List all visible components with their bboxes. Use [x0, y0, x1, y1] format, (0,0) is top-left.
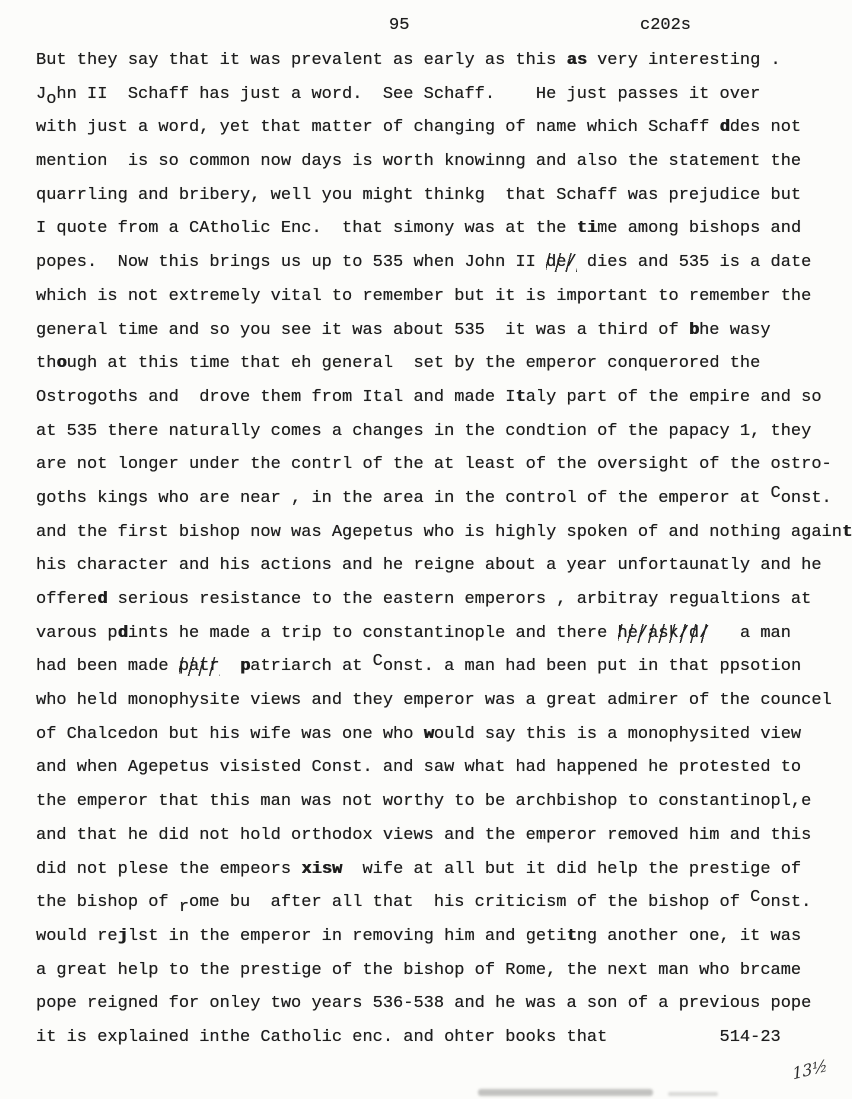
text-segment: pope reigned for onley two years 536-538 and he was a son of a previous pope [36, 994, 812, 1014]
text-segment: did not plese the empeors [36, 859, 302, 879]
struck-out-text: patr [178, 657, 220, 677]
text-segment: des not [729, 118, 802, 138]
text-segment: w [423, 724, 434, 744]
text-segment: it is explained inthe Catholic enc. and ohter books that [36, 1027, 608, 1047]
text-segment: ome bu after all that his criticism of the bishop of [189, 893, 751, 913]
text-line [36, 314, 852, 348]
text-segment: offere [36, 590, 98, 609]
text-line [36, 381, 852, 415]
text-segment: of Chalcedon but his wife was one who [36, 724, 424, 744]
text-line [36, 920, 852, 954]
text-segment: o [56, 354, 67, 374]
text-segment: t [566, 926, 577, 946]
text-segment: hn II Schaff has just a word. See Schaff. He just passes it over [56, 84, 761, 104]
text-segment: But they say that it was prevalent as early as this [36, 51, 567, 70]
scan-smudge [478, 1089, 653, 1096]
text-segment: j [117, 926, 128, 946]
text-segment: I quote from a CAtholic Enc. that simony was at the [36, 219, 577, 239]
text-segment: onst. [760, 893, 812, 913]
text-segment: and the first bishop now was Agepetus who is highly spoken of and nothing again [36, 522, 842, 542]
text-segment: he wasy [699, 320, 771, 340]
text-segment: Ostrogoths and drove them from Ital and made I [36, 387, 516, 407]
scan-smudge [668, 1092, 718, 1096]
text-line [36, 415, 852, 449]
text-line [36, 583, 852, 617]
text-line [36, 482, 852, 516]
text-line [36, 684, 852, 718]
text-segment: which is not extremely vital to remember but it is important to remember the [36, 286, 812, 306]
struck-out-text: de/ [546, 253, 577, 273]
text-segment: atriarch at [250, 657, 373, 677]
text-segment [220, 657, 240, 676]
text-segment: b [688, 320, 700, 340]
handwritten-note: 13½ [791, 1055, 829, 1084]
text-segment: me among bishops and [597, 219, 802, 239]
text-segment: general time and so you see it was about 535 it was a third of [36, 320, 689, 340]
text-segment: t [841, 522, 852, 542]
text-segment: are not longer under the contrl of the at least of the oversight of the ostro- [36, 455, 832, 475]
text-segment: lst in the emperor in removing him and geti [127, 926, 567, 946]
text-line [36, 179, 852, 213]
page-number: 95 [389, 16, 410, 35]
text-line [36, 718, 852, 752]
text-segment: ould say this is a monophysited view [433, 724, 802, 744]
text-line [36, 44, 852, 78]
text-line [36, 280, 852, 314]
text-segment: and when Agepetus visisted Const. and saw what had happened he protested to [36, 758, 802, 778]
text-segment: popes. Now this brings us up to 535 when John II [36, 253, 547, 273]
text-line [36, 987, 852, 1021]
struck-out-text: he/ask/d/ [617, 623, 710, 643]
text-line [36, 617, 852, 651]
text-line [36, 650, 852, 684]
text-segment: quarrling and bribery, well you might thinkg that Schaff was prejudice but [36, 185, 802, 205]
text-segment: would re [36, 926, 118, 946]
text-segment: ints he made a trip to constantinople and there [127, 623, 618, 643]
text-line [36, 448, 852, 482]
text-segment: d [97, 590, 108, 609]
text-segment: ugh at this time that eh general set by the emperor conquerored the [66, 354, 761, 374]
text-line [36, 145, 852, 179]
text-segment: who held monophysite views and they emperor was a great admirer of the councel [36, 691, 832, 711]
text-segment: with just a word, yet that matter of changing of name which Schaff [36, 118, 720, 138]
text-segment: o [46, 89, 57, 109]
text-segment: th [36, 354, 57, 374]
text-segment: dies and 535 is a date [576, 253, 812, 273]
text-segment: d [117, 623, 128, 643]
text-line [36, 111, 852, 145]
text-line [36, 1021, 852, 1055]
text-segment: J [36, 84, 47, 104]
text-line [36, 516, 852, 550]
text-segment: as [566, 51, 587, 70]
text-line [36, 347, 852, 381]
text-segment: wife at all but it did help the prestige of [342, 859, 802, 879]
text-segment: at 535 there naturally comes a changes in the condtion of the papacy 1, they [36, 421, 812, 441]
text-segment: a great help to the prestige of the bishop of Rome, the next man who brcame [36, 960, 802, 980]
text-segment [607, 1028, 719, 1047]
text-segment: C [770, 483, 781, 503]
text-line [36, 78, 852, 112]
text-line [36, 853, 852, 887]
text-segment: C [750, 888, 761, 908]
text-segment: xisw [301, 859, 343, 879]
text-segment: d [719, 118, 730, 138]
text-segment: ng another one, it was [576, 926, 802, 946]
text-segment: r [178, 898, 190, 918]
text-line [36, 886, 852, 920]
text-segment: a man [709, 623, 791, 643]
document-code: c202s [640, 16, 692, 35]
text-segment: and that he did not hold orthodox views and the emperor removed him and this [36, 825, 812, 845]
text-segment: the emperor that this man was not worthy to be archbishop to constantinopl,e [36, 792, 812, 812]
text-line [36, 751, 852, 785]
text-segment: onst. [780, 488, 832, 508]
text-line [36, 212, 852, 246]
text-segment: onst. a man had been put in that ppsotion [382, 657, 802, 677]
text-segment: serious resistance to the eastern emperors , arbitray regualtions at [107, 590, 812, 609]
typewritten-text-body [36, 44, 852, 1055]
text-segment: p [240, 657, 251, 677]
text-segment: 514-23 [719, 1027, 781, 1047]
text-line [36, 549, 852, 583]
text-segment: his character and his actions and he reigne about a year unfortaunatly and he [36, 556, 822, 576]
text-segment: had been made [36, 657, 179, 677]
text-segment: mention is so common now days is worth knowinng and also the statement the [36, 152, 802, 172]
text-segment: ti [576, 219, 598, 239]
text-segment: t [515, 387, 526, 407]
text-line [36, 954, 852, 988]
text-line [36, 246, 852, 280]
text-segment: varous p [36, 623, 118, 643]
text-segment: goths kings who are near , in the area in the control of the emperor at [36, 488, 771, 508]
text-line [36, 785, 852, 819]
text-segment: aly part of the empire and so [525, 387, 822, 407]
text-line [36, 819, 852, 853]
text-segment: the bishop of [36, 893, 179, 913]
text-segment: C [372, 652, 383, 672]
text-segment: very interesting . [586, 51, 781, 70]
